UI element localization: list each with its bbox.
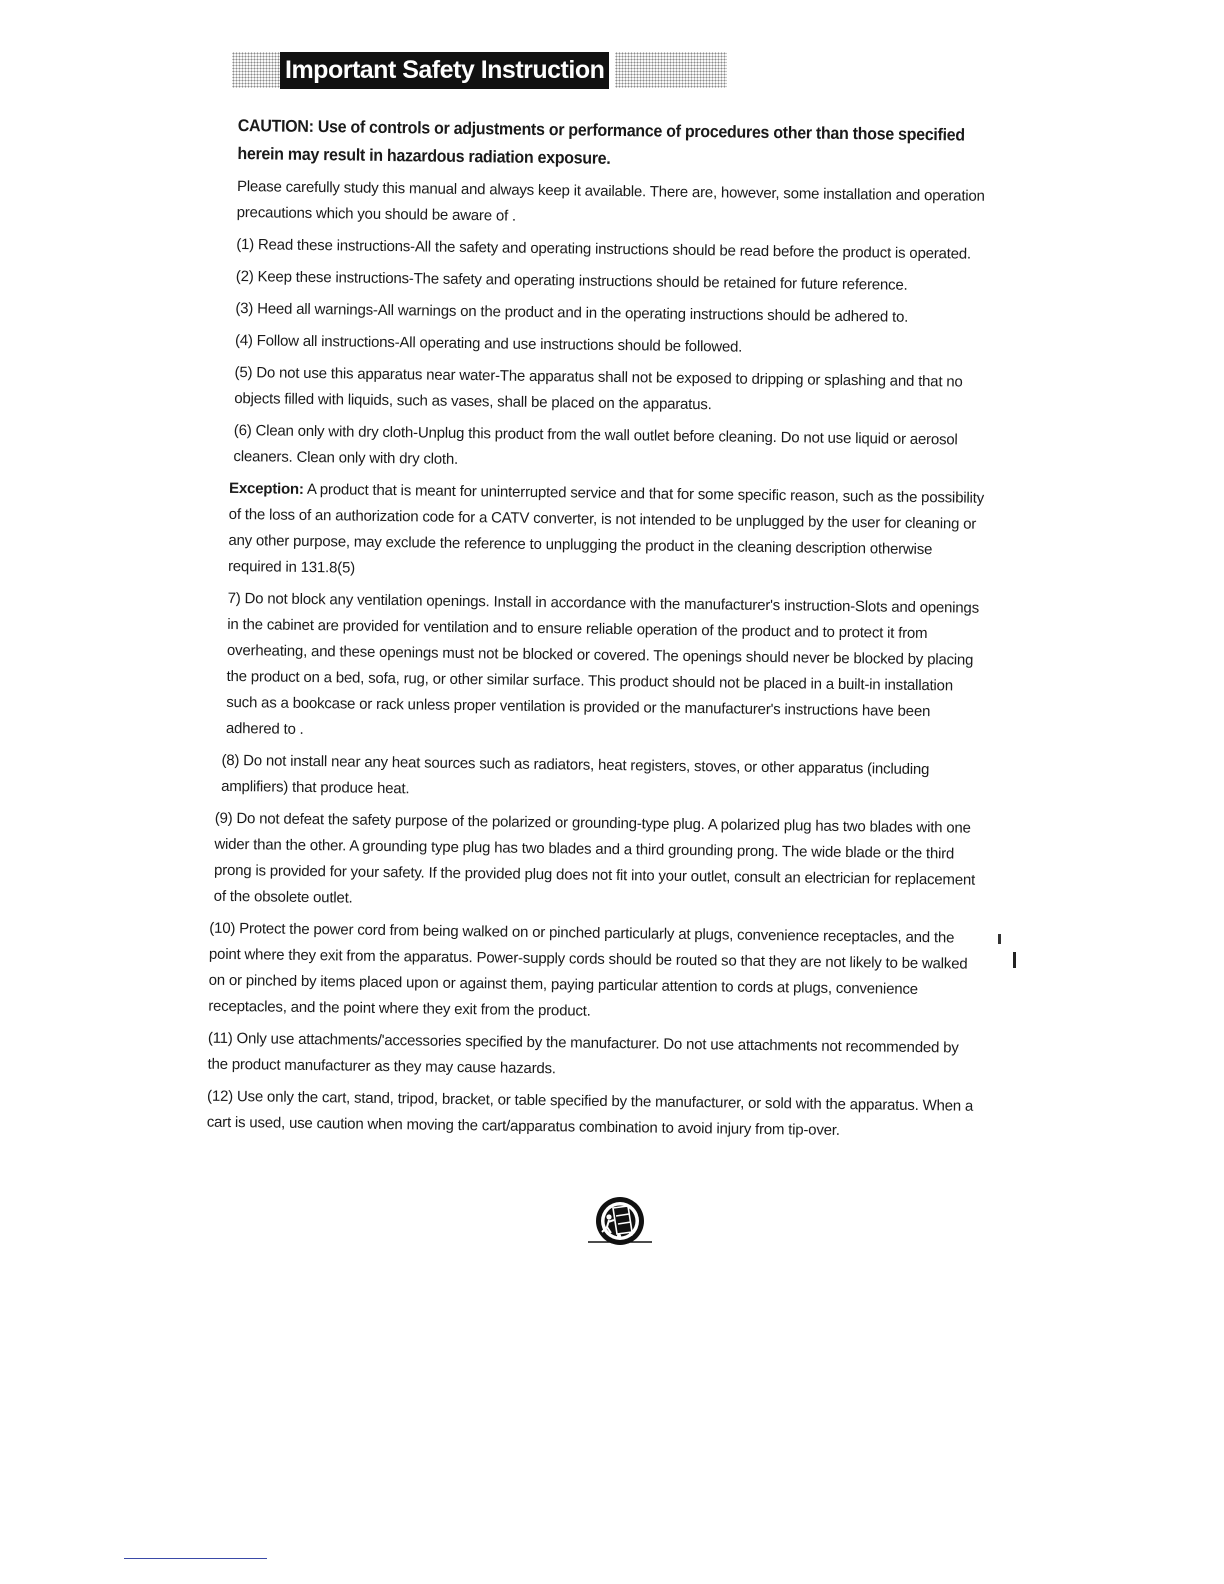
scan-artifact-mark-small — [998, 934, 1001, 944]
caution-statement: CAUTION: Use of controls or adjustments or performance of procedures other than those specified herein may result in hazardous radiation exposure. — [237, 115, 965, 168]
page-header — [232, 50, 727, 90]
instruction-item-8: (8) Do not install near any heat sources such as radiators, heat registers, stoves, or other apparatus (including amplifiers) that produce heat. — [221, 751, 930, 798]
instruction-item-12: (12) Use only the cart, stand, tripod, bracket, or table specified by the manufacturer, or sold with the apparatus. When a cart is used, use caution when moving the cart/apparatus combination to avoid injury from tip-over. — [206, 1087, 974, 1139]
instruction-item-11: (11) Only use attachments/'accessories specified by the manufacturer. Do not use attachments not recommended by the product manufacturer as they may cause hazards. — [207, 1029, 959, 1078]
exception-label: Exception: — [228, 479, 304, 498]
header-dot-pattern-left — [232, 52, 280, 88]
instruction-item-10: (10) Protect the power cord from being walked on or pinched particularly at plugs, convenience receptacles, and the point where they exit from the apparatus. Power-supply cords should be routed so that they are not likely to be walked on or pinched by items placed upon or against them, paying particular attention to cords at plugs, convenience receptacles, and the point where they exit from the product. — [208, 919, 968, 1020]
instruction-item-7: 7) Do not block any ventilation openings. Install in accordance with the manufacturer's instruction-Slots and openings in the cabinet are provided for ventilation and to ensure reliable operation of the product and to protect it from overheating, and these openings must not be blocked or covered. The openings should never be blocked by placing the product on a bed, sofa, rug, or other similar surface. This product should not be placed in a built-in installation such as a bookcase or rack unless proper ventilation is provided or the manufacturer's instructions have been adhered to . — [225, 589, 980, 738]
exception-text: A product that is meant for uninterrupted service and that for some specific reason, such as the possibility of the loss of an authorization code for a CATV converter, is not intended to be unplugged by the user for cleaning or any other purpose, may exclude the reference to unplugging the product in the cleaning description otherwise required in 131.8(5) — [227, 480, 985, 577]
exception-paragraph — [228, 476, 985, 590]
intro-paragraph: Please carefully study this manual and always keep it available. There are, however, some installation and operation precautions which you should be aware of . — [236, 177, 985, 225]
instruction-item-6: (6) Clean only with dry cloth-Unplug this product from the wall outlet before cleaning. Do not use liquid or aerosol cleaners. Clean only with dry cloth. — [233, 421, 958, 468]
instruction-item-5: (5) Do not use this apparatus near water-The apparatus shall not be exposed to dripping or splashing and that no objects filled with liquids, such as vases, shall be placed on the apparatus. — [234, 363, 963, 414]
instruction-item-3: (3) Heed all warnings-All warnings on the product and in the operating instructions should be adhered to. — [235, 299, 909, 326]
instruction-item-1: (1) Read these instructions-All the safety and operating instructions should be read before the product is operated. — [236, 235, 972, 263]
header-dot-pattern-right — [615, 52, 727, 88]
bottom-rule — [124, 1558, 267, 1559]
instruction-item-4: (4) Follow all instructions-All operating and use instructions should be followed. — [234, 331, 743, 356]
cart-tip-over-warning-icon — [580, 1196, 660, 1248]
instruction-item-2: (2) Keep these instructions-The safety and operating instructions should be retained for future reference. — [235, 267, 908, 294]
instruction-item-9: (9) Do not defeat the safety purpose of the polarized or grounding-type plug. A polarized plug has two blades with one wider than the other. A grounding type plug has two blades and a third grounding prong. The wide blade or the third prong is provided for your safety. If the provided plug does not fit into your outlet, consult an electrician for replacement of the obsolete outlet. — [213, 809, 976, 907]
safety-instructions-body — [206, 112, 990, 1152]
page-title: Important Safety Instruction — [280, 52, 609, 89]
scan-artifact-mark — [1013, 952, 1016, 968]
